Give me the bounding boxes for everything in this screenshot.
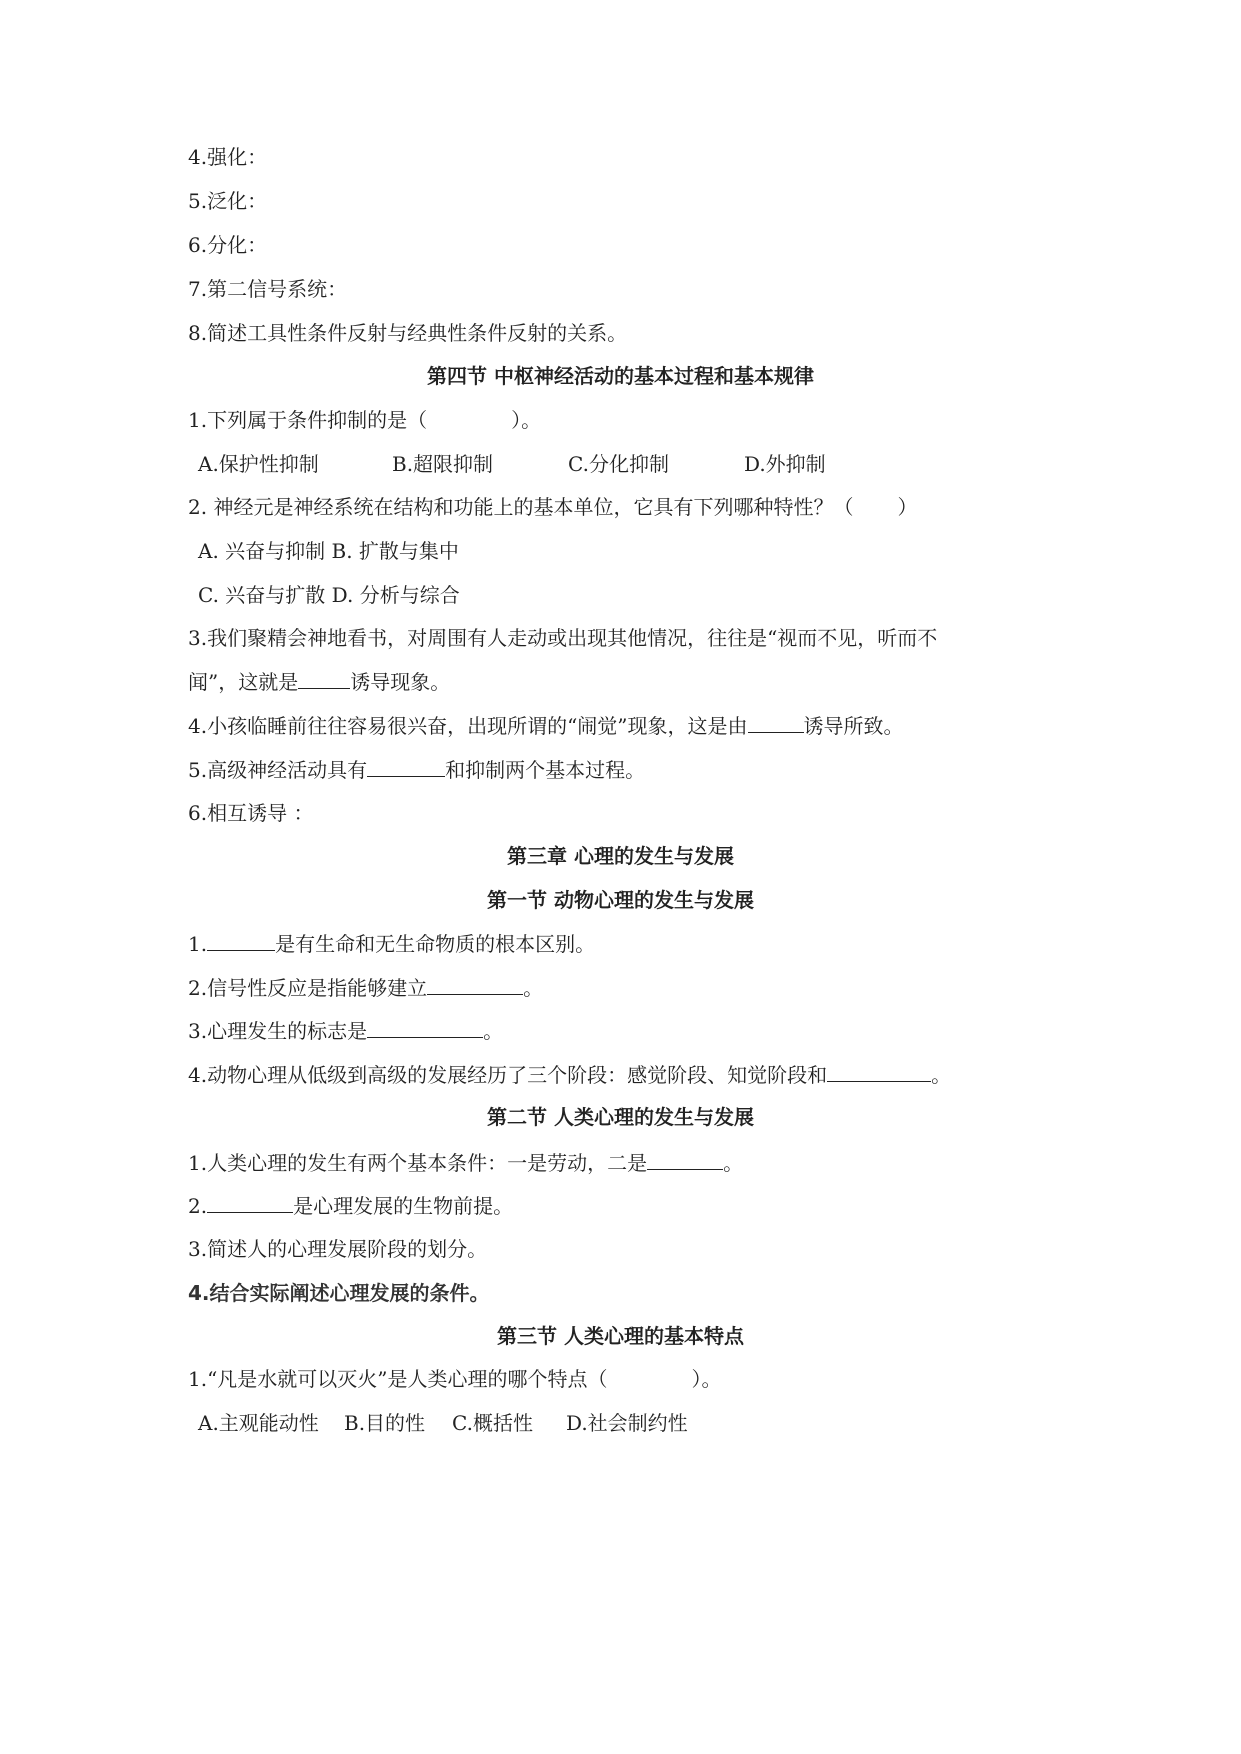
text-after-blank: 。 — [483, 1019, 504, 1043]
chapter-heading: 第三章 心理的发生与发展 — [507, 844, 734, 868]
fill-blank — [207, 930, 275, 951]
question-text — [188, 1149, 743, 1176]
item-conditioning-relation: 8.简述工具性条件反射与经典性条件反射的关系。 — [188, 321, 628, 345]
question-text — [188, 756, 645, 783]
section-heading: 第四节 中枢神经活动的基本过程和基本规律 — [427, 364, 814, 388]
item-differentiation: 6.分化： — [188, 233, 268, 257]
text-before-blank: 5.高级神经活动具有 — [188, 758, 368, 782]
text-after-blank: 诱导所致。 — [803, 714, 904, 738]
text-after-blank: 和抑制两个基本过程。 — [445, 758, 646, 782]
question-text: 2. 神经元是神经系统在结构和功能上的基本单位，它具有下列哪种特性？（ — [188, 495, 854, 519]
question-text — [188, 1192, 513, 1219]
option-a: A.主观能动性 — [198, 1411, 319, 1435]
question-text — [188, 930, 595, 957]
question-text: 3.简述人的心理发展阶段的划分。 — [188, 1237, 488, 1261]
item-mutual-induction: 6.相互诱导 ： — [188, 801, 314, 825]
text-after-blank: 。 — [931, 1063, 952, 1087]
fill-blank — [427, 974, 523, 995]
text-before-blank: 1.人类心理的发生有两个基本条件：一是劳动，二是 — [188, 1151, 648, 1175]
question-end: ）。 — [511, 408, 542, 432]
option-row: C. 兴奋与扩散 D. 分析与综合 — [198, 583, 460, 607]
option-row: A. 兴奋与抑制 B. 扩散与集中 — [198, 539, 459, 563]
option-d: D.社会制约性 — [566, 1411, 688, 1435]
text-after-blank: 。 — [723, 1151, 744, 1175]
fill-blank — [367, 756, 445, 777]
text-before-blank: 闻”，这就是 — [188, 670, 299, 694]
question-text: 1.“凡是水就可以灭火”是人类心理的哪个特点（ — [188, 1367, 608, 1391]
question-conditioned-inhibition — [188, 407, 541, 433]
text-before-blank: 2.信号性反应是指能够建立 — [188, 976, 428, 1000]
text-after-blank: 诱导现象。 — [350, 670, 451, 694]
fill-blank — [298, 668, 350, 689]
option-c: C.分化抑制 — [568, 452, 669, 476]
section-heading: 第三节 人类心理的基本特点 — [497, 1324, 744, 1348]
question-text — [188, 1017, 503, 1044]
question-text: 3.我们聚精会神地看书，对周围有人走动或出现其他情况，往往是“视而不见，听而不 — [188, 626, 938, 650]
text-before-blank: 1. — [188, 932, 208, 956]
text-before-blank: 4.小孩临睡前往往容易很兴奋，出现所谓的“闹觉”现象，这是由 — [188, 714, 748, 738]
question-text — [188, 712, 904, 739]
question-text — [188, 668, 450, 695]
question-text — [188, 1366, 722, 1392]
fill-blank — [367, 1017, 483, 1038]
text-after-blank: 。 — [523, 976, 544, 1000]
question-text: 1.下列属于条件抑制的是（ — [188, 408, 428, 432]
item-second-signal-system: 7.第二信号系统： — [188, 277, 348, 301]
section-heading: 第一节 动物心理的发生与发展 — [487, 888, 754, 912]
item-reinforcement: 4.强化： — [188, 145, 268, 169]
fill-blank — [207, 1192, 293, 1213]
text-after-blank: 是心理发展的生物前提。 — [293, 1194, 514, 1218]
option-d: D.外抑制 — [744, 452, 826, 476]
text-after-blank: 是有生命和无生命物质的根本区别。 — [275, 932, 596, 956]
text-before-blank: 2. — [188, 1194, 208, 1218]
option-a: A.保护性抑制 — [198, 452, 319, 476]
question-text — [188, 1061, 951, 1088]
item-generalization: 5.泛化： — [188, 189, 268, 213]
option-c: C.概括性 — [452, 1411, 533, 1435]
question-end: ）。 — [691, 1367, 722, 1391]
fill-blank — [748, 712, 804, 733]
section-heading: 第二节 人类心理的发生与发展 — [487, 1105, 754, 1129]
option-b: B.目的性 — [344, 1411, 426, 1435]
text-before-blank: 3.心理发生的标志是 — [188, 1019, 368, 1043]
fill-blank — [827, 1061, 931, 1082]
option-b: B.超限抑制 — [392, 452, 494, 476]
question-neuron-property — [188, 494, 917, 520]
question-end: ） — [897, 495, 918, 519]
text-before-blank: 4.动物心理从低级到高级的发展经历了三个阶段：感觉阶段、知觉阶段和 — [188, 1063, 828, 1087]
question-text: 4.结合实际阐述心理发展的条件。 — [188, 1281, 490, 1305]
question-text — [188, 974, 543, 1001]
fill-blank — [647, 1149, 723, 1170]
